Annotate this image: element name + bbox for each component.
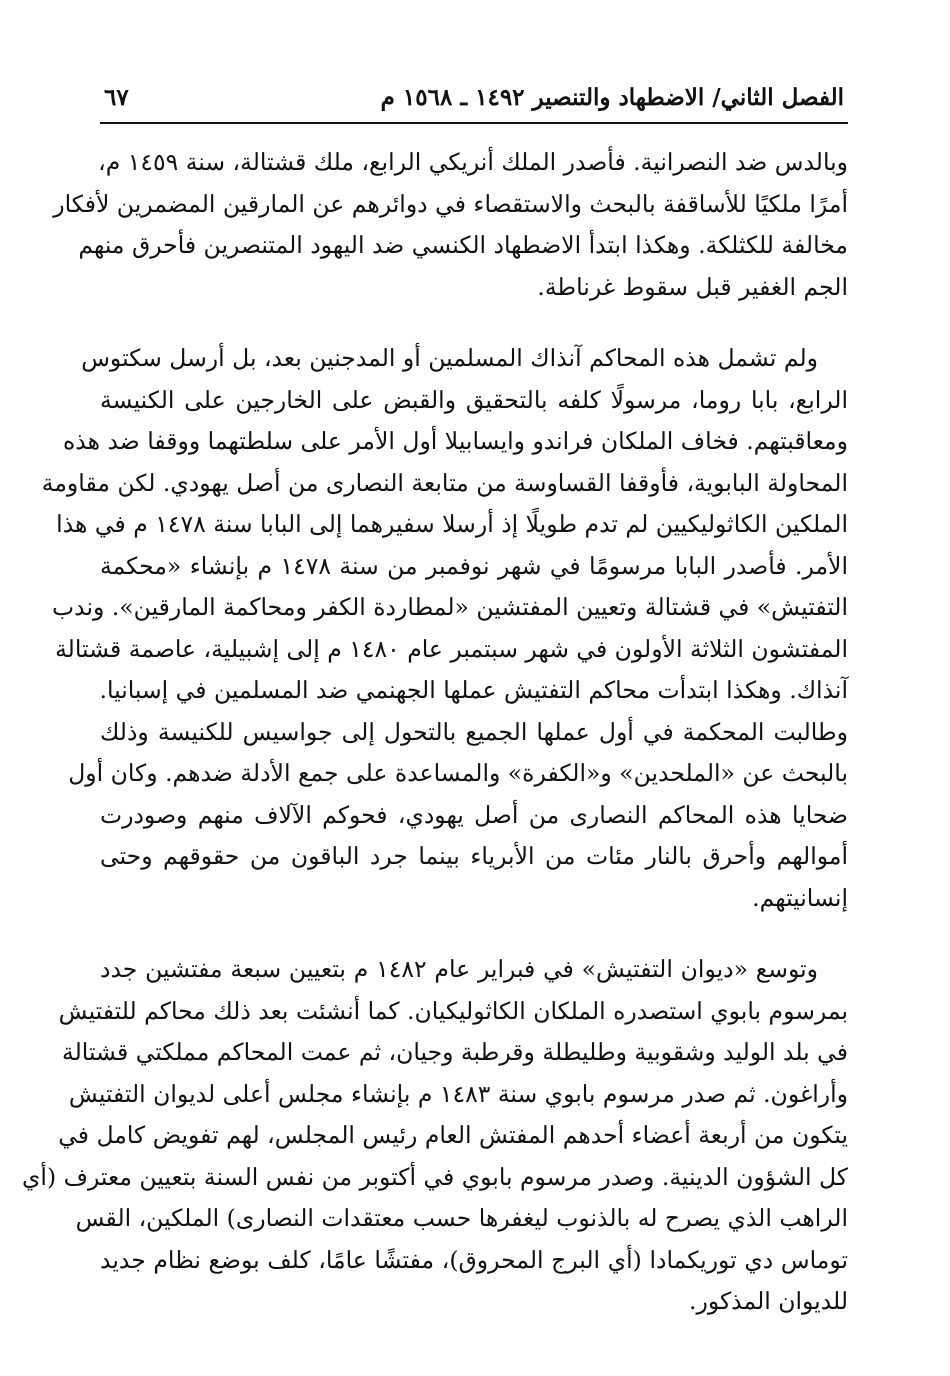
text-line: وأراغون. ثم صدر مرسوم بابوي سنة ١٤٨٣ م بإنشاء مجلس أعلى لديوان التفتيش (68, 1079, 848, 1108)
text-line: الجم الغفير قبل سقوط غرناطة. (537, 272, 848, 301)
paragraph-2 (41, 338, 848, 919)
text-line: الرابع، بابا روما، مرسولًا كلفه بالتحقيق والقبض على الخارجين على الكنيسة (100, 385, 848, 414)
text-line: وتوسع «ديوان التفتيش» في فبراير عام ١٤٨٢ م بتعيين سبعة مفتشين جدد (100, 955, 818, 983)
text-line: توماس دي توريكمادا (أي البرج المحروق)، مفتشًا عامًا، كلف بوضع نظام جديد (100, 1245, 848, 1274)
body-text (22, 142, 848, 1323)
text-line: كل الشؤون الدينية. وصدر مرسوم بابوي في أكتوبر من نفس السنة بتعيين معترف (أي (22, 1162, 848, 1191)
text-line: في بلد الوليد وشقوبية وطليطلة وقرطبة وجيان، ثم عمت المحاكم مملكتي قشتالة (62, 1038, 848, 1066)
text-line: وبالدس ضد النصرانية. فأصدر الملك أنريكي الرابع، ملك قشتالة، سنة ١٤٥٩ م، (98, 148, 848, 176)
header-rule (100, 122, 848, 124)
text-line: ومعاقبتهم. فخاف الملكان فراندو وايسابيلا أول الأمر على سلطتهما ووقفا ضد هذه (62, 427, 848, 455)
text-line: بالبحث عن «الملحدين» و«الكفرة» والمساعدة على جمع الأدلة ضدهم. وكان أول (68, 759, 848, 787)
chapter-title: الفصل الثاني/ الاضطهاد والتنصير ١٤٩٢ ـ ١٥٦٨ م (380, 84, 844, 111)
running-header (100, 78, 848, 118)
text-line: ضحايا هذه المحاكم النصارى من أصل يهودي، فحوكم الآلاف منهم وصودرت (100, 800, 848, 829)
paragraph-1 (53, 142, 848, 308)
text-line: إنسانيتهم. (752, 883, 848, 912)
text-line: الأمر. فأصدر البابا مرسومًا في شهر نوفمبر من سنة ١٤٧٨ م بإنشاء «محكمة (100, 551, 848, 580)
text-line: المفتشون الثلاثة الأولون في شهر سبتمبر عام ١٤٨٠ م إلى إشبيلية، عاصمة قشتالة (55, 634, 848, 663)
page-number: ٦٧ (104, 84, 129, 111)
text-line: بمرسوم بابوي استصدره الملكان الكاثوليكيان. كما أنشئت بعد ذلك محاكم للتفتيش (58, 996, 848, 1025)
text-line: يتكون من أربعة أعضاء أحدهم المفتش العام رئيس المجلس، لهم تفويض كامل في (58, 1121, 848, 1149)
text-line: التفتيش» في قشتالة وتعيين المفتشين «لمطاردة الكفر ومحاكمة المارقين». وندب (52, 593, 848, 621)
text-line: الملكين الكاثوليكيين لم تدم طويلًا إذ أرسلا سفيرهما إلى البابا سنة ١٤٧٨ م في هذا (56, 510, 848, 538)
text-line: ولم تشمل هذه المحاكم آنذاك المسلمين أو المدجنين بعد، بل أرسل سكتوس (81, 344, 818, 372)
text-line: الراهب الذي يصرح له بالذنوب ليغفرها حسب معتقدات النصارى) الملكين، القس (75, 1204, 848, 1232)
text-line: أمرًا ملكيًا للأساقفة بالبحث والاستقصاء في دوائرهم عن المارقين المضمرين لأفكار (53, 189, 848, 218)
text-line: وطالبت المحكمة في أول عملها الجميع بالتحول إلى جواسيس للكنيسة وذلك (100, 717, 848, 746)
text-line: المحاولة البابوية، فأوقفا القساوسة من متابعة النصارى من أصل يهودي. لكن مقاومة (41, 468, 848, 497)
text-line: للديوان المذكور. (689, 1287, 848, 1315)
text-line: آنذاك. وهكذا ابتدأت محاكم التفتيش عملها الجهنمي ضد المسلمين في إسبانيا. (99, 676, 848, 704)
text-line: أموالهم وأحرق بالنار مئات من الأبرياء بينما جرد الباقون من حقوقهم وحتى (100, 842, 848, 870)
text-line: مخالفة للكثلكة. وهكذا ابتدأ الاضطهاد الكنسي ضد اليهود المتنصرين فأحرق منهم (78, 231, 848, 259)
book-page (22, 78, 848, 1353)
paragraph-3 (22, 949, 848, 1323)
